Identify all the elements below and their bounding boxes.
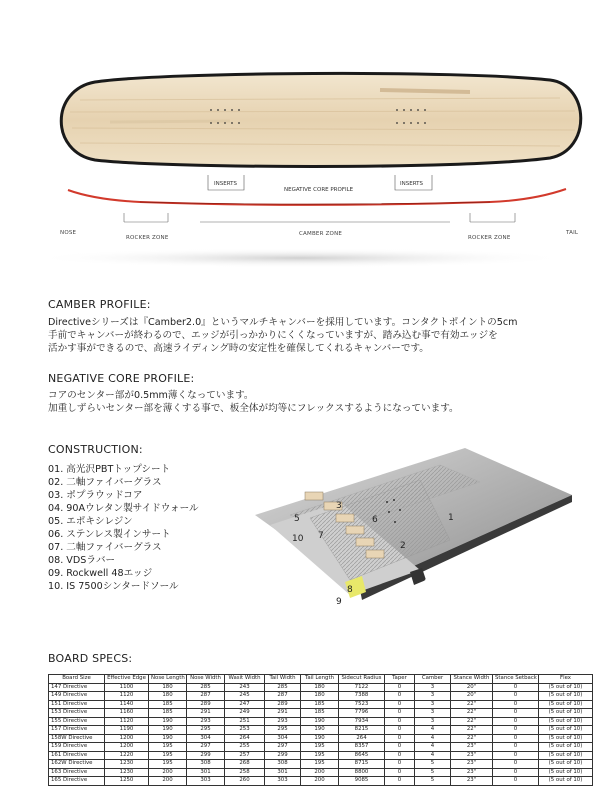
table-cell: (5 out of 10) — [539, 751, 593, 760]
nose-label: NOSE — [60, 230, 77, 236]
table-row — [49, 777, 593, 786]
table-cell: 0 — [493, 726, 539, 735]
table-cell: 264 — [225, 734, 265, 743]
table-cell: 190 — [301, 734, 339, 743]
table-cell: 1230 — [105, 768, 149, 777]
table-cell: (5 out of 10) — [539, 734, 593, 743]
table-cell: 195 — [149, 743, 187, 752]
table-cell: 304 — [187, 734, 225, 743]
table-cell: 1220 — [105, 751, 149, 760]
table-cell: 0 — [385, 683, 415, 692]
layer-number: 7 — [318, 531, 324, 541]
table-cell: 8215 — [339, 726, 385, 735]
table-cell: 200 — [149, 777, 187, 786]
table-cell: 287 — [265, 692, 301, 701]
camber-zone-label: CAMBER ZONE — [299, 231, 343, 237]
table-cell: 3 — [415, 683, 451, 692]
table-cell: 285 — [187, 683, 225, 692]
layer-number: 8 — [347, 585, 353, 595]
inserts-left-label: INSERTS — [214, 181, 237, 187]
construction-item: 05. エポキシレジン — [48, 516, 133, 527]
specs-header-cell: Tail Width — [265, 675, 301, 684]
construction-item: 09. Rockwell 48エッジ — [48, 568, 153, 579]
table-cell: 190 — [149, 717, 187, 726]
rocker-zone-left-label: ROCKER ZONE — [126, 235, 169, 241]
table-row — [49, 743, 593, 752]
table-cell: 1100 — [105, 683, 149, 692]
table-row — [49, 760, 593, 769]
table-cell: 308 — [265, 760, 301, 769]
table-cell: 157 Directive — [49, 726, 105, 735]
table-cell: 264 — [339, 734, 385, 743]
board-top-view — [61, 73, 581, 166]
table-cell: 1190 — [105, 726, 149, 735]
construction-item: 03. ポプラウッドコア — [48, 490, 143, 501]
specs-header-cell: Wasit Width — [225, 675, 265, 684]
table-cell: 190 — [149, 734, 187, 743]
table-cell: 161 Directive — [49, 751, 105, 760]
table-cell: 155 Directive — [49, 717, 105, 726]
construction-item: 08. VDSラバー — [48, 555, 116, 566]
table-cell: 0 — [385, 726, 415, 735]
table-cell: 22" — [451, 726, 493, 735]
zone-brackets — [124, 213, 515, 222]
table-cell: 200 — [301, 777, 339, 786]
table-cell: 0 — [493, 700, 539, 709]
table-cell: 255 — [225, 743, 265, 752]
table-cell: 0 — [493, 683, 539, 692]
table-cell: 0 — [385, 751, 415, 760]
table-cell: (5 out of 10) — [539, 743, 593, 752]
board-specs-table — [48, 674, 593, 786]
table-cell: 185 — [301, 709, 339, 718]
table-cell: 299 — [265, 751, 301, 760]
table-cell: 180 — [301, 692, 339, 701]
layer-number: 6 — [372, 515, 378, 525]
specs-header-cell: Flex — [539, 675, 593, 684]
negative-core-label: NEGATIVE CORE PROFILE — [284, 187, 354, 193]
table-cell: (5 out of 10) — [539, 683, 593, 692]
table-cell: 1120 — [105, 717, 149, 726]
construction-item: 06. ステンレス製インサート — [48, 529, 171, 540]
table-row — [49, 709, 593, 718]
table-cell: 247 — [225, 700, 265, 709]
table-cell: 260 — [225, 777, 265, 786]
table-cell: 0 — [493, 777, 539, 786]
table-cell: 20" — [451, 692, 493, 701]
table-cell: 180 — [149, 683, 187, 692]
table-cell: 1160 — [105, 709, 149, 718]
layer-number: 1 — [448, 513, 454, 523]
negative-core-line: コアのセンター部が0.5mm薄くなっています。 — [48, 390, 254, 401]
table-row — [49, 683, 593, 692]
negative-core-text — [48, 389, 459, 415]
table-cell: 180 — [149, 692, 187, 701]
table-cell: 5 — [415, 760, 451, 769]
table-cell: 22" — [451, 709, 493, 718]
table-cell: 4 — [415, 726, 451, 735]
table-cell: 0 — [493, 768, 539, 777]
table-cell: 163 Directive — [49, 768, 105, 777]
construction-list — [48, 463, 199, 593]
construction-title: CONSTRUCTION: — [48, 443, 143, 456]
table-cell: 3 — [415, 717, 451, 726]
table-cell: 303 — [187, 777, 225, 786]
table-cell: 1120 — [105, 692, 149, 701]
table-cell: 3 — [415, 700, 451, 709]
table-cell: 7796 — [339, 709, 385, 718]
table-cell: 303 — [265, 777, 301, 786]
table-cell: 0 — [385, 743, 415, 752]
table-cell: (5 out of 10) — [539, 717, 593, 726]
layer-number: 4 — [424, 576, 430, 586]
table-row — [49, 734, 593, 743]
camber-line: Directiveシリーズは『Camber2.0』というマルチキャンバーを採用しています。コンタクトポイントの5cm — [48, 317, 518, 328]
table-cell: 185 — [149, 700, 187, 709]
table-cell: 4 — [415, 751, 451, 760]
layer-number: 9 — [336, 597, 342, 607]
table-row — [49, 700, 593, 709]
table-row — [49, 751, 593, 760]
table-cell: (5 out of 10) — [539, 726, 593, 735]
specs-header-cell: Effective Edge — [105, 675, 149, 684]
table-cell: 245 — [225, 692, 265, 701]
table-cell: 0 — [385, 692, 415, 701]
table-cell: (5 out of 10) — [539, 768, 593, 777]
table-cell: 0 — [493, 743, 539, 752]
table-cell: 301 — [187, 768, 225, 777]
table-row — [49, 726, 593, 735]
table-cell: 151 Directive — [49, 700, 105, 709]
table-cell: 22" — [451, 734, 493, 743]
table-cell: 301 — [265, 768, 301, 777]
table-cell: 147 Directive — [49, 683, 105, 692]
table-cell: 190 — [149, 726, 187, 735]
camber-line: 活かす事ができるので、高速ライディング時の安定性を確保してくれるキャンバーです。 — [48, 343, 429, 354]
table-cell: 165 Directive — [49, 777, 105, 786]
table-cell: 289 — [187, 700, 225, 709]
table-cell: 23" — [451, 760, 493, 769]
table-row — [49, 717, 593, 726]
board-profile-diagram — [0, 0, 601, 275]
specs-header-row — [49, 675, 593, 684]
table-cell: 8645 — [339, 751, 385, 760]
specs-header-cell: Sidecut Radius — [339, 675, 385, 684]
inserts-right-label: INSERTS — [400, 181, 423, 187]
table-cell: 285 — [265, 683, 301, 692]
camber-line: 手前でキャンバーが終わるので、エッジが引っかかりにくくなっていますが、踏み込む事で有効エッジを — [48, 330, 498, 341]
specs-header-cell: Stance Setback — [493, 675, 539, 684]
table-cell: 5 — [415, 768, 451, 777]
table-cell: 7934 — [339, 717, 385, 726]
table-cell: 268 — [225, 760, 265, 769]
table-cell: 5 — [415, 777, 451, 786]
table-cell: (5 out of 10) — [539, 700, 593, 709]
specs-header-cell: Nose Width — [187, 675, 225, 684]
table-cell: (5 out of 10) — [539, 777, 593, 786]
table-cell: 291 — [265, 709, 301, 718]
camber-profile-title: CAMBER PROFILE: — [48, 298, 151, 311]
construction-item: 01. 高光沢PBTトップシート — [48, 464, 171, 475]
table-cell: 162W Directive — [49, 760, 105, 769]
table-cell: 195 — [149, 760, 187, 769]
specs-header-cell: Stance Width — [451, 675, 493, 684]
table-cell: 195 — [301, 743, 339, 752]
table-cell: 190 — [301, 717, 339, 726]
table-cell: 1250 — [105, 777, 149, 786]
construction-item: 07. 二軸ファイバーグラス — [48, 542, 162, 553]
table-cell: 22" — [451, 717, 493, 726]
table-cell: 0 — [493, 751, 539, 760]
table-cell: 299 — [187, 751, 225, 760]
layer-number: 10 — [292, 534, 304, 544]
table-cell: 159 Directive — [49, 743, 105, 752]
table-cell: 291 — [187, 709, 225, 718]
table-cell: 1140 — [105, 700, 149, 709]
table-cell: 23" — [451, 777, 493, 786]
table-cell: 23" — [451, 768, 493, 777]
construction-item: 10. IS 7500シンタードソール — [48, 581, 179, 592]
layer-number: 3 — [336, 501, 342, 511]
construction-item: 04. 90Aウレタン製サイドウォール — [48, 503, 199, 514]
table-cell: 287 — [187, 692, 225, 701]
table-cell: 22" — [451, 700, 493, 709]
table-cell: 293 — [187, 717, 225, 726]
table-cell: (5 out of 10) — [539, 709, 593, 718]
table-cell: 3 — [415, 692, 451, 701]
table-cell: 0 — [493, 709, 539, 718]
table-cell: (5 out of 10) — [539, 692, 593, 701]
specs-header-cell: Board Size — [49, 675, 105, 684]
table-cell: 0 — [385, 717, 415, 726]
table-cell: 195 — [301, 751, 339, 760]
table-cell: 7122 — [339, 683, 385, 692]
table-cell: 8715 — [339, 760, 385, 769]
table-cell: 9085 — [339, 777, 385, 786]
table-cell: 185 — [301, 700, 339, 709]
table-cell: 258 — [225, 768, 265, 777]
specs-header-cell: Tail Length — [301, 675, 339, 684]
layer-number: 2 — [400, 541, 406, 551]
table-cell: 253 — [225, 726, 265, 735]
table-cell: 20" — [451, 683, 493, 692]
table-cell: 185 — [149, 709, 187, 718]
negative-core-line: 加重しずらいセンター部を薄くする事で、板全体が均等にフレックスするようになっています。 — [48, 403, 459, 414]
board-shadow — [30, 248, 570, 268]
construction-item: 02. 二軸ファイバーグラス — [48, 477, 162, 488]
table-cell: 7388 — [339, 692, 385, 701]
table-cell: 23" — [451, 751, 493, 760]
table-cell: 295 — [265, 726, 301, 735]
table-cell: 149 Directive — [49, 692, 105, 701]
table-cell: 0 — [385, 777, 415, 786]
table-cell: 23" — [451, 743, 493, 752]
board-specs-title: BOARD SPECS: — [48, 652, 133, 665]
table-cell: 1200 — [105, 734, 149, 743]
specs-header-cell: Nose Length — [149, 675, 187, 684]
rocker-zone-right-label: ROCKER ZONE — [468, 235, 511, 241]
table-row — [49, 692, 593, 701]
table-cell: 200 — [149, 768, 187, 777]
tail-label: TAIL — [566, 230, 579, 236]
table-cell: 1230 — [105, 760, 149, 769]
table-cell: 0 — [493, 692, 539, 701]
specs-header-cell: Camber — [415, 675, 451, 684]
table-cell: 304 — [265, 734, 301, 743]
specs-header-cell: Taper — [385, 675, 415, 684]
table-cell: 1200 — [105, 743, 149, 752]
table-cell: 308 — [187, 760, 225, 769]
table-cell: 7523 — [339, 700, 385, 709]
table-cell: 4 — [415, 734, 451, 743]
table-cell: 0 — [385, 734, 415, 743]
table-cell: 0 — [385, 700, 415, 709]
table-cell: 251 — [225, 717, 265, 726]
construction-layer-diagram — [250, 440, 580, 615]
table-cell: 243 — [225, 683, 265, 692]
table-cell: 0 — [385, 760, 415, 769]
table-cell: 195 — [149, 751, 187, 760]
table-cell: 297 — [265, 743, 301, 752]
table-cell: 257 — [225, 751, 265, 760]
table-cell: 3 — [415, 709, 451, 718]
table-cell: 0 — [493, 734, 539, 743]
table-cell: 0 — [385, 709, 415, 718]
table-cell: (5 out of 10) — [539, 760, 593, 769]
table-cell: 289 — [265, 700, 301, 709]
table-cell: 180 — [301, 683, 339, 692]
table-cell: 8800 — [339, 768, 385, 777]
table-cell: 297 — [187, 743, 225, 752]
table-cell: 0 — [493, 717, 539, 726]
table-cell: 249 — [225, 709, 265, 718]
negative-core-title: NEGATIVE CORE PROFILE: — [48, 372, 195, 385]
camber-profile-text — [48, 316, 517, 355]
table-cell: 4 — [415, 743, 451, 752]
table-cell: 0 — [493, 760, 539, 769]
specs-body — [49, 683, 593, 785]
table-cell: 158W Directive — [49, 734, 105, 743]
table-row — [49, 768, 593, 777]
table-cell: 200 — [301, 768, 339, 777]
table-cell: 295 — [187, 726, 225, 735]
table-cell: 8357 — [339, 743, 385, 752]
table-cell: 195 — [301, 760, 339, 769]
table-cell: 0 — [385, 768, 415, 777]
table-cell: 190 — [301, 726, 339, 735]
table-cell: 293 — [265, 717, 301, 726]
layer-number: 5 — [294, 514, 300, 524]
table-cell: 153 Directive — [49, 709, 105, 718]
